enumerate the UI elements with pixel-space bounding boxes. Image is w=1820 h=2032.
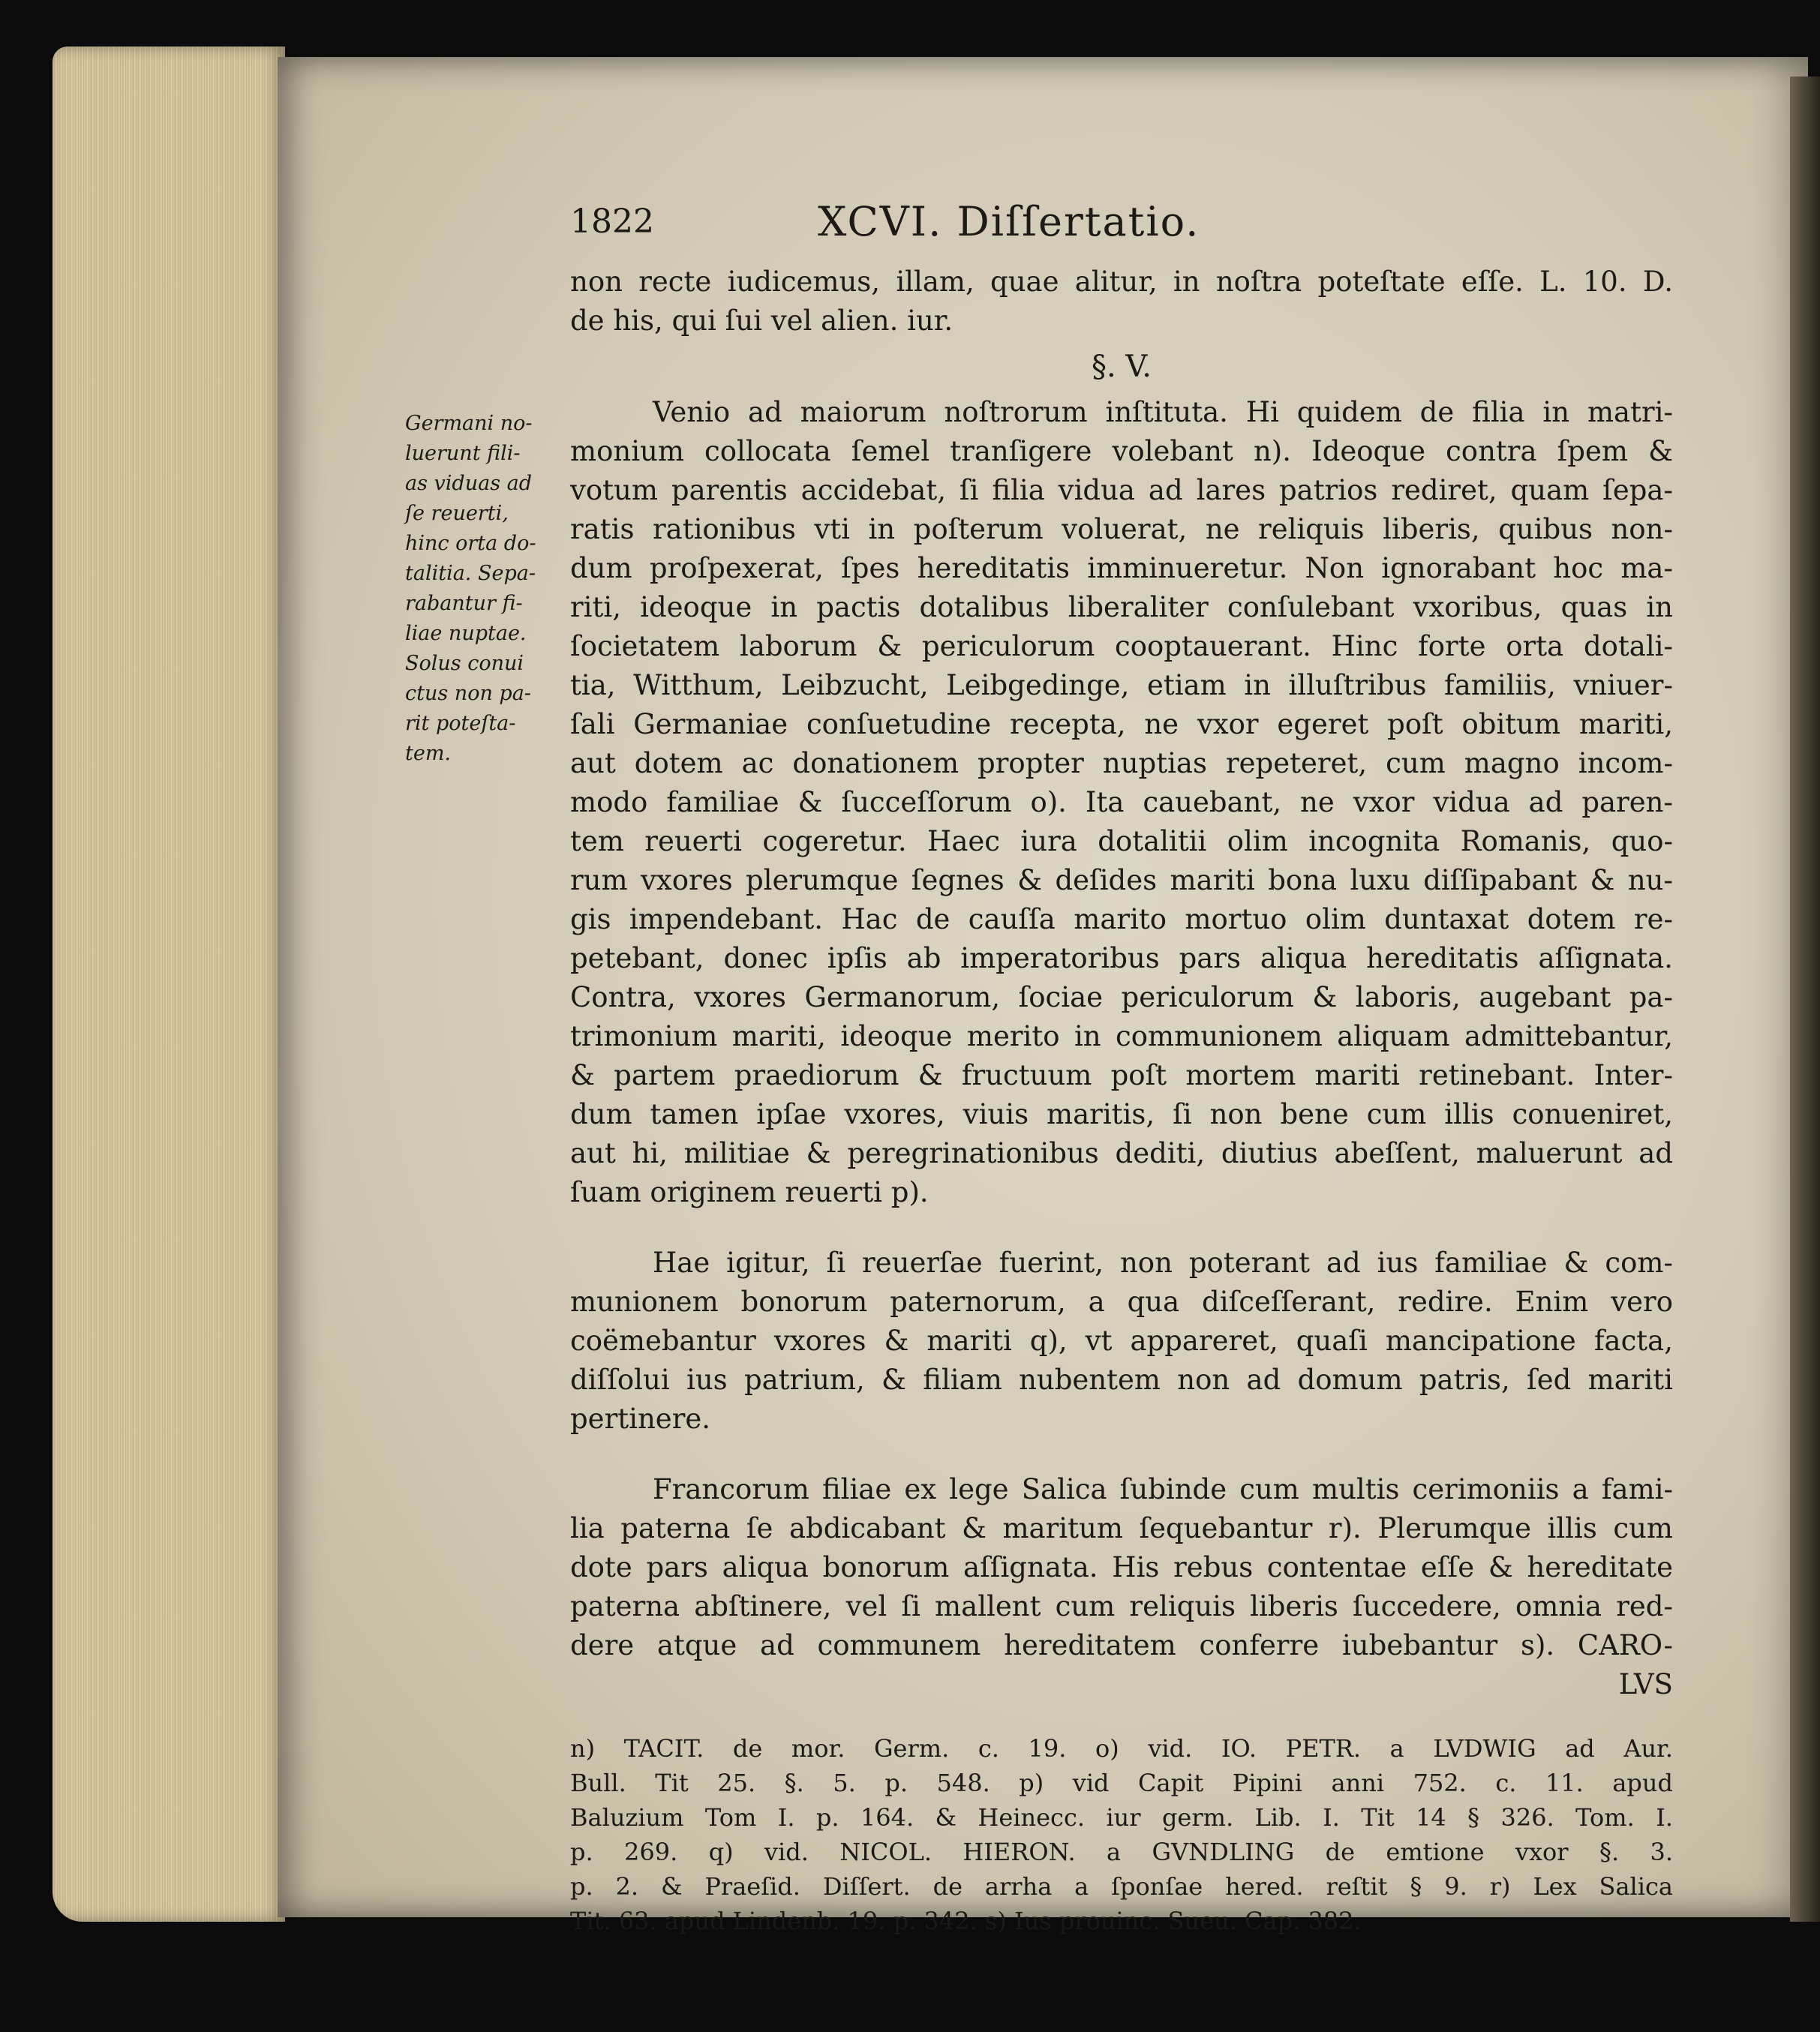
text-line: monium collocata ſemel tranſigere volebant n). Ideoque contra ſpem & bbox=[570, 435, 1673, 467]
text-line: dere atque ad communem hereditatem conferre iubebantur s). CARO- bbox=[570, 1629, 1673, 1661]
footnote-line: Baluzium Tom I. p. 164. & Heinecc. iur germ. Lib. I. Tit 14 § 326. Tom. I. bbox=[570, 1803, 1673, 1832]
text-line: pertinere. bbox=[570, 1403, 711, 1435]
text-line: aut hi, militiae & peregrinationibus dediti, diutius abeſſent, maluerunt ad bbox=[570, 1137, 1673, 1169]
text-line: tem reuerti cogeretur. Haec iura dotalitii olim incognita Romanis, quo- bbox=[570, 825, 1673, 857]
text-line: trimonium mariti, ideoque merito in communionem aliquam admittebantur, bbox=[570, 1020, 1673, 1052]
text-line: diſſolui ius patrium, & filiam nubentem non ad domum patris, ſed mariti bbox=[570, 1364, 1673, 1396]
margin-note-line: liae nuptae. bbox=[405, 622, 527, 645]
text-line: Hae igitur, ſi reuerſae fuerint, non poterant ad ius familiae & com- bbox=[653, 1247, 1673, 1279]
text-line: & partem praediorum & fructuum poſt mortem mariti retinebant. Inter- bbox=[570, 1059, 1673, 1091]
running-header bbox=[570, 198, 1673, 263]
text-line: lia paterna ſe abdicabant & maritum ſequebantur r). Plerumque illis cum bbox=[570, 1512, 1673, 1544]
footnotes bbox=[570, 1731, 1673, 1938]
paragraph-2 bbox=[570, 1244, 1673, 1439]
text-line: dote pars aliqua bonorum aſſignata. His rebus contentae eſſe & hereditate bbox=[570, 1551, 1673, 1583]
text-line: ſali Germaniae conſuetudine recepta, ne vxor egeret poſt obitum mariti, bbox=[570, 708, 1673, 740]
footnote-line: Bull. Tit 25. §. 5. p. 548. p) vid Capit Pipini anni 752. c. 11. apud bbox=[570, 1769, 1673, 1797]
text-line: coëmebantur vxores & mariti q), vt appareret, quaſi mancipatione facta, bbox=[570, 1325, 1673, 1357]
text-line: gis impendebant. Hac de cauſſa marito mortuo olim duntaxat dotem re- bbox=[570, 903, 1673, 935]
footnote-line: n) TACIT. de mor. Germ. c. 19. o) vid. IO. PETR. a LVDWIG ad Aur. bbox=[570, 1734, 1673, 1763]
text-line: aut dotem ac donationem propter nuptias repeteret, cum magno incom- bbox=[570, 747, 1673, 779]
text-line: Francorum filiae ex lege Salica ſubinde cum multis cerimoniis a fami- bbox=[653, 1473, 1673, 1505]
text-line: Venio ad maiorum noſtrorum inſtituta. Hi quidem de filia in matri- bbox=[653, 396, 1673, 428]
text-line: tia, Witthum, Leibzucht, Leibgedinge, etiam in illuſtribus familiis, vniuer- bbox=[570, 669, 1673, 701]
margin-note-line: as viduas ad bbox=[405, 472, 533, 495]
text-line: non recte iudicemus, illam, quae alitur, in noſtra poteſtate eſſe. L. 10. D. bbox=[570, 266, 1673, 298]
text-line: ſuam originem reuerti p). bbox=[570, 1176, 929, 1208]
text-line: modo familiae & ſucceſſorum o). Ita cauebant, ne vxor vidua ad paren- bbox=[570, 786, 1673, 818]
paragraph-1 bbox=[570, 393, 1673, 1212]
margin-note-line: Germani no- bbox=[405, 412, 533, 435]
margin-note bbox=[405, 409, 570, 769]
margin-note-line: luerunt fili- bbox=[405, 442, 521, 465]
text-line: ratis rationibus vti in poſterum voluerat, ne reliquis liberis, quibus non- bbox=[570, 513, 1673, 545]
paragraph-3 bbox=[570, 1470, 1673, 1665]
margin-note-line: hinc orta do- bbox=[405, 532, 536, 555]
text-line: rum vxores plerumque ſegnes & deſides mariti bona luxu diſſipabant & nu- bbox=[570, 864, 1673, 896]
catchword: LVS bbox=[1618, 1668, 1673, 1700]
text-line: Contra, vxores Germanorum, ſociae periculorum & laboris, augebant pa- bbox=[570, 981, 1673, 1013]
footnote-line: p. 2. & Praeſid. Diſſert. de arrha a ſponſae hered. reſtit § 9. r) Lex Salica bbox=[570, 1872, 1673, 1901]
facing-page-edge bbox=[1790, 77, 1820, 1922]
text-line: ſocietatem laborum & periculorum cooptauerant. Hinc forte orta dotali- bbox=[570, 630, 1673, 662]
page-edges bbox=[53, 47, 285, 1922]
margin-note-line: talitia. Sepa- bbox=[405, 562, 536, 585]
running-title: XCVI. Diſſertatio. bbox=[818, 198, 1200, 245]
margin-note-line: Solus conui bbox=[405, 652, 524, 675]
margin-note-line: rit poteſta- bbox=[405, 712, 516, 735]
page-number: 1822 bbox=[570, 203, 654, 241]
text-line: dum tamen ipſae vxores, viuis maritis, ſi non bene cum illis conueniret, bbox=[570, 1098, 1673, 1130]
text-line: dum proſpexerat, ſpes hereditatis imminueretur. Non ignorabant hoc ma- bbox=[570, 552, 1673, 584]
footnote-line: Tit. 63. apud Lindenb. 19. p. 342. s) Ius prouinc. Sueu. Cap. 382. bbox=[570, 1907, 1362, 1935]
text-line: riti, ideoque in pactis dotalibus liberaliter conſulebant vxoribus, quas in bbox=[570, 591, 1673, 623]
margin-note-line: ſe reuerti, bbox=[405, 502, 509, 525]
margin-note-line: ctus non pa- bbox=[405, 682, 531, 705]
section-heading: §. V. bbox=[1091, 350, 1152, 384]
text-line: petebant, donec ipſis ab imperatoribus pars aliqua hereditatis aſſignata. bbox=[570, 942, 1673, 974]
text-line: munionem bonorum paternorum, a qua diſceſſerant, redire. Enim vero bbox=[570, 1286, 1673, 1318]
margin-note-line: tem. bbox=[405, 742, 452, 765]
margin-note-line: rabantur fi- bbox=[405, 592, 523, 615]
page-content bbox=[570, 198, 1673, 1938]
text-line: de his, qui ſui vel alien. iur. bbox=[570, 305, 954, 337]
footnote-line: p. 269. q) vid. NICOL. HIERON. a GVNDLING de emtione vxor §. 3. bbox=[570, 1838, 1673, 1866]
text-line: paterna abſtinere, vel ſi mallent cum reliquis liberis ſuccedere, omnia red- bbox=[570, 1590, 1673, 1622]
text-line: votum parentis accidebat, ſi filia vidua ad lares patrios rediret, quam ſepa- bbox=[570, 474, 1673, 506]
